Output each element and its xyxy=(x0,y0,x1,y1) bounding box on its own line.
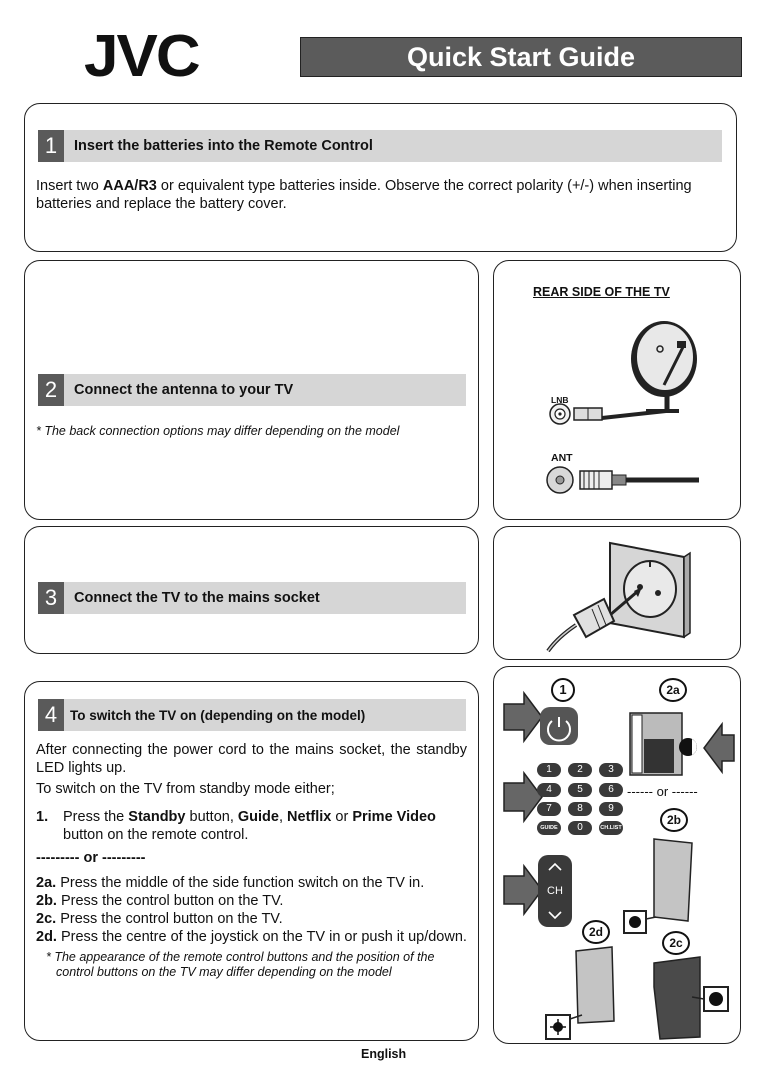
step4-separator: --------- or --------- xyxy=(36,850,146,866)
item1-part-a: Press the xyxy=(63,809,129,825)
rear-side-title: REAR SIDE OF THE TV xyxy=(533,285,670,299)
item1-part-e: , xyxy=(278,809,288,825)
item1-standby: Standby xyxy=(128,809,186,825)
item2a-text: Press the middle of the side function switch on the TV in. xyxy=(56,875,425,891)
label-2b: 2b xyxy=(660,808,688,832)
item1-text xyxy=(63,808,467,844)
step4-title: To switch the TV on (depending on the model) xyxy=(70,707,366,723)
key-9: 9 xyxy=(599,802,623,816)
step4-intro2: To switch on the TV from standby mode either; xyxy=(36,781,335,797)
key-8: 8 xyxy=(568,802,592,816)
lnb-label: LNB xyxy=(551,395,569,405)
key-5: 5 xyxy=(568,783,592,797)
step1-text-a: Insert two xyxy=(36,178,103,194)
step3-title: Connect the TV to the mains socket xyxy=(74,590,320,606)
item1-number: 1. xyxy=(36,809,49,825)
item1-netflix: Netflix xyxy=(287,809,332,825)
item2b-label: 2b. xyxy=(36,893,57,909)
page-title: Quick Start Guide xyxy=(300,37,742,77)
step4-intro: After connecting the power cord to the mains socket, the standby LED lights up. xyxy=(36,742,467,776)
item1-part-i: button on the remote control. xyxy=(63,827,249,843)
label-2c: 2c xyxy=(662,931,690,955)
item1-part-g: or xyxy=(331,809,353,825)
step2-note: * The back connection options may differ depending on the model xyxy=(36,424,400,438)
step4-item2b xyxy=(36,892,467,910)
key-4: 4 xyxy=(537,783,561,797)
key-chlist: CH.LIST xyxy=(599,821,623,835)
step2-header xyxy=(38,374,466,406)
step4-item1 xyxy=(36,808,467,844)
ch-label: CH xyxy=(547,885,563,897)
jvc-logo: JVC xyxy=(84,23,199,90)
item2c-text: Press the control button on the TV. xyxy=(56,911,283,927)
diagram-or-separator: ------ or ------ xyxy=(627,784,698,799)
step4-header xyxy=(38,699,466,731)
key-0: 0 xyxy=(568,821,592,835)
power-plug-icon xyxy=(534,539,734,654)
ant-label: ANT xyxy=(551,452,573,464)
step2-panel xyxy=(24,260,479,520)
step3-header xyxy=(38,582,466,614)
step1-title: Insert the batteries into the Remote Control xyxy=(74,138,373,154)
step4-note: * The appearance of the remote control buttons and the position of the control buttons on the TV may differ depending on the model xyxy=(46,950,435,979)
item2c-label: 2c. xyxy=(36,911,57,927)
step4-item2a xyxy=(36,874,467,892)
item2b-text: Press the control button on the TV. xyxy=(56,893,284,909)
label-2d: 2d xyxy=(582,920,610,944)
step4-number: 4 xyxy=(38,699,64,731)
key-2: 2 xyxy=(568,763,592,777)
step4-item2c xyxy=(36,910,467,928)
item1-prime-video: Prime Video xyxy=(352,809,436,825)
step3-number: 3 xyxy=(38,582,64,614)
satellite-dish-icon xyxy=(534,311,734,506)
item1-part-c: button, xyxy=(185,809,238,825)
item2a-label: 2a. xyxy=(36,875,57,891)
key-guide: GUIDE xyxy=(537,821,561,835)
step1-text-c: or equivalent type batteries inside. Observe the correct polarity (+/-) when inserting batteries and replace the battery cover. xyxy=(36,178,692,212)
key-7: 7 xyxy=(537,802,561,816)
step4-panel xyxy=(24,681,479,1041)
label-2a: 2a xyxy=(659,678,687,702)
step4-item2d xyxy=(36,928,467,946)
label-1: 1 xyxy=(551,678,575,702)
step1-text-bold: AAA/R3 xyxy=(102,178,157,194)
switch-on-illustration xyxy=(494,667,742,1045)
item2d-text: Press the centre of the joystick on the TV in or push it up/down. xyxy=(56,929,467,945)
step1-header xyxy=(38,130,722,162)
switch-on-diagram-panel xyxy=(493,666,741,1044)
step1-panel xyxy=(24,103,737,252)
key-1: 1 xyxy=(537,763,561,777)
step2-title: Connect the antenna to your TV xyxy=(74,382,294,398)
step3-panel xyxy=(24,526,479,654)
step2-number: 2 xyxy=(38,374,64,406)
step1-number: 1 xyxy=(38,130,64,162)
key-3: 3 xyxy=(599,763,623,777)
footer-language: English xyxy=(361,1047,407,1061)
item1-guide: Guide xyxy=(237,809,279,825)
step1-text xyxy=(36,177,726,213)
antenna-diagram-panel xyxy=(493,260,741,520)
step4-body xyxy=(36,741,467,980)
key-6: 6 xyxy=(599,783,623,797)
item2d-label: 2d. xyxy=(36,929,57,945)
mains-socket-diagram-panel xyxy=(493,526,741,660)
